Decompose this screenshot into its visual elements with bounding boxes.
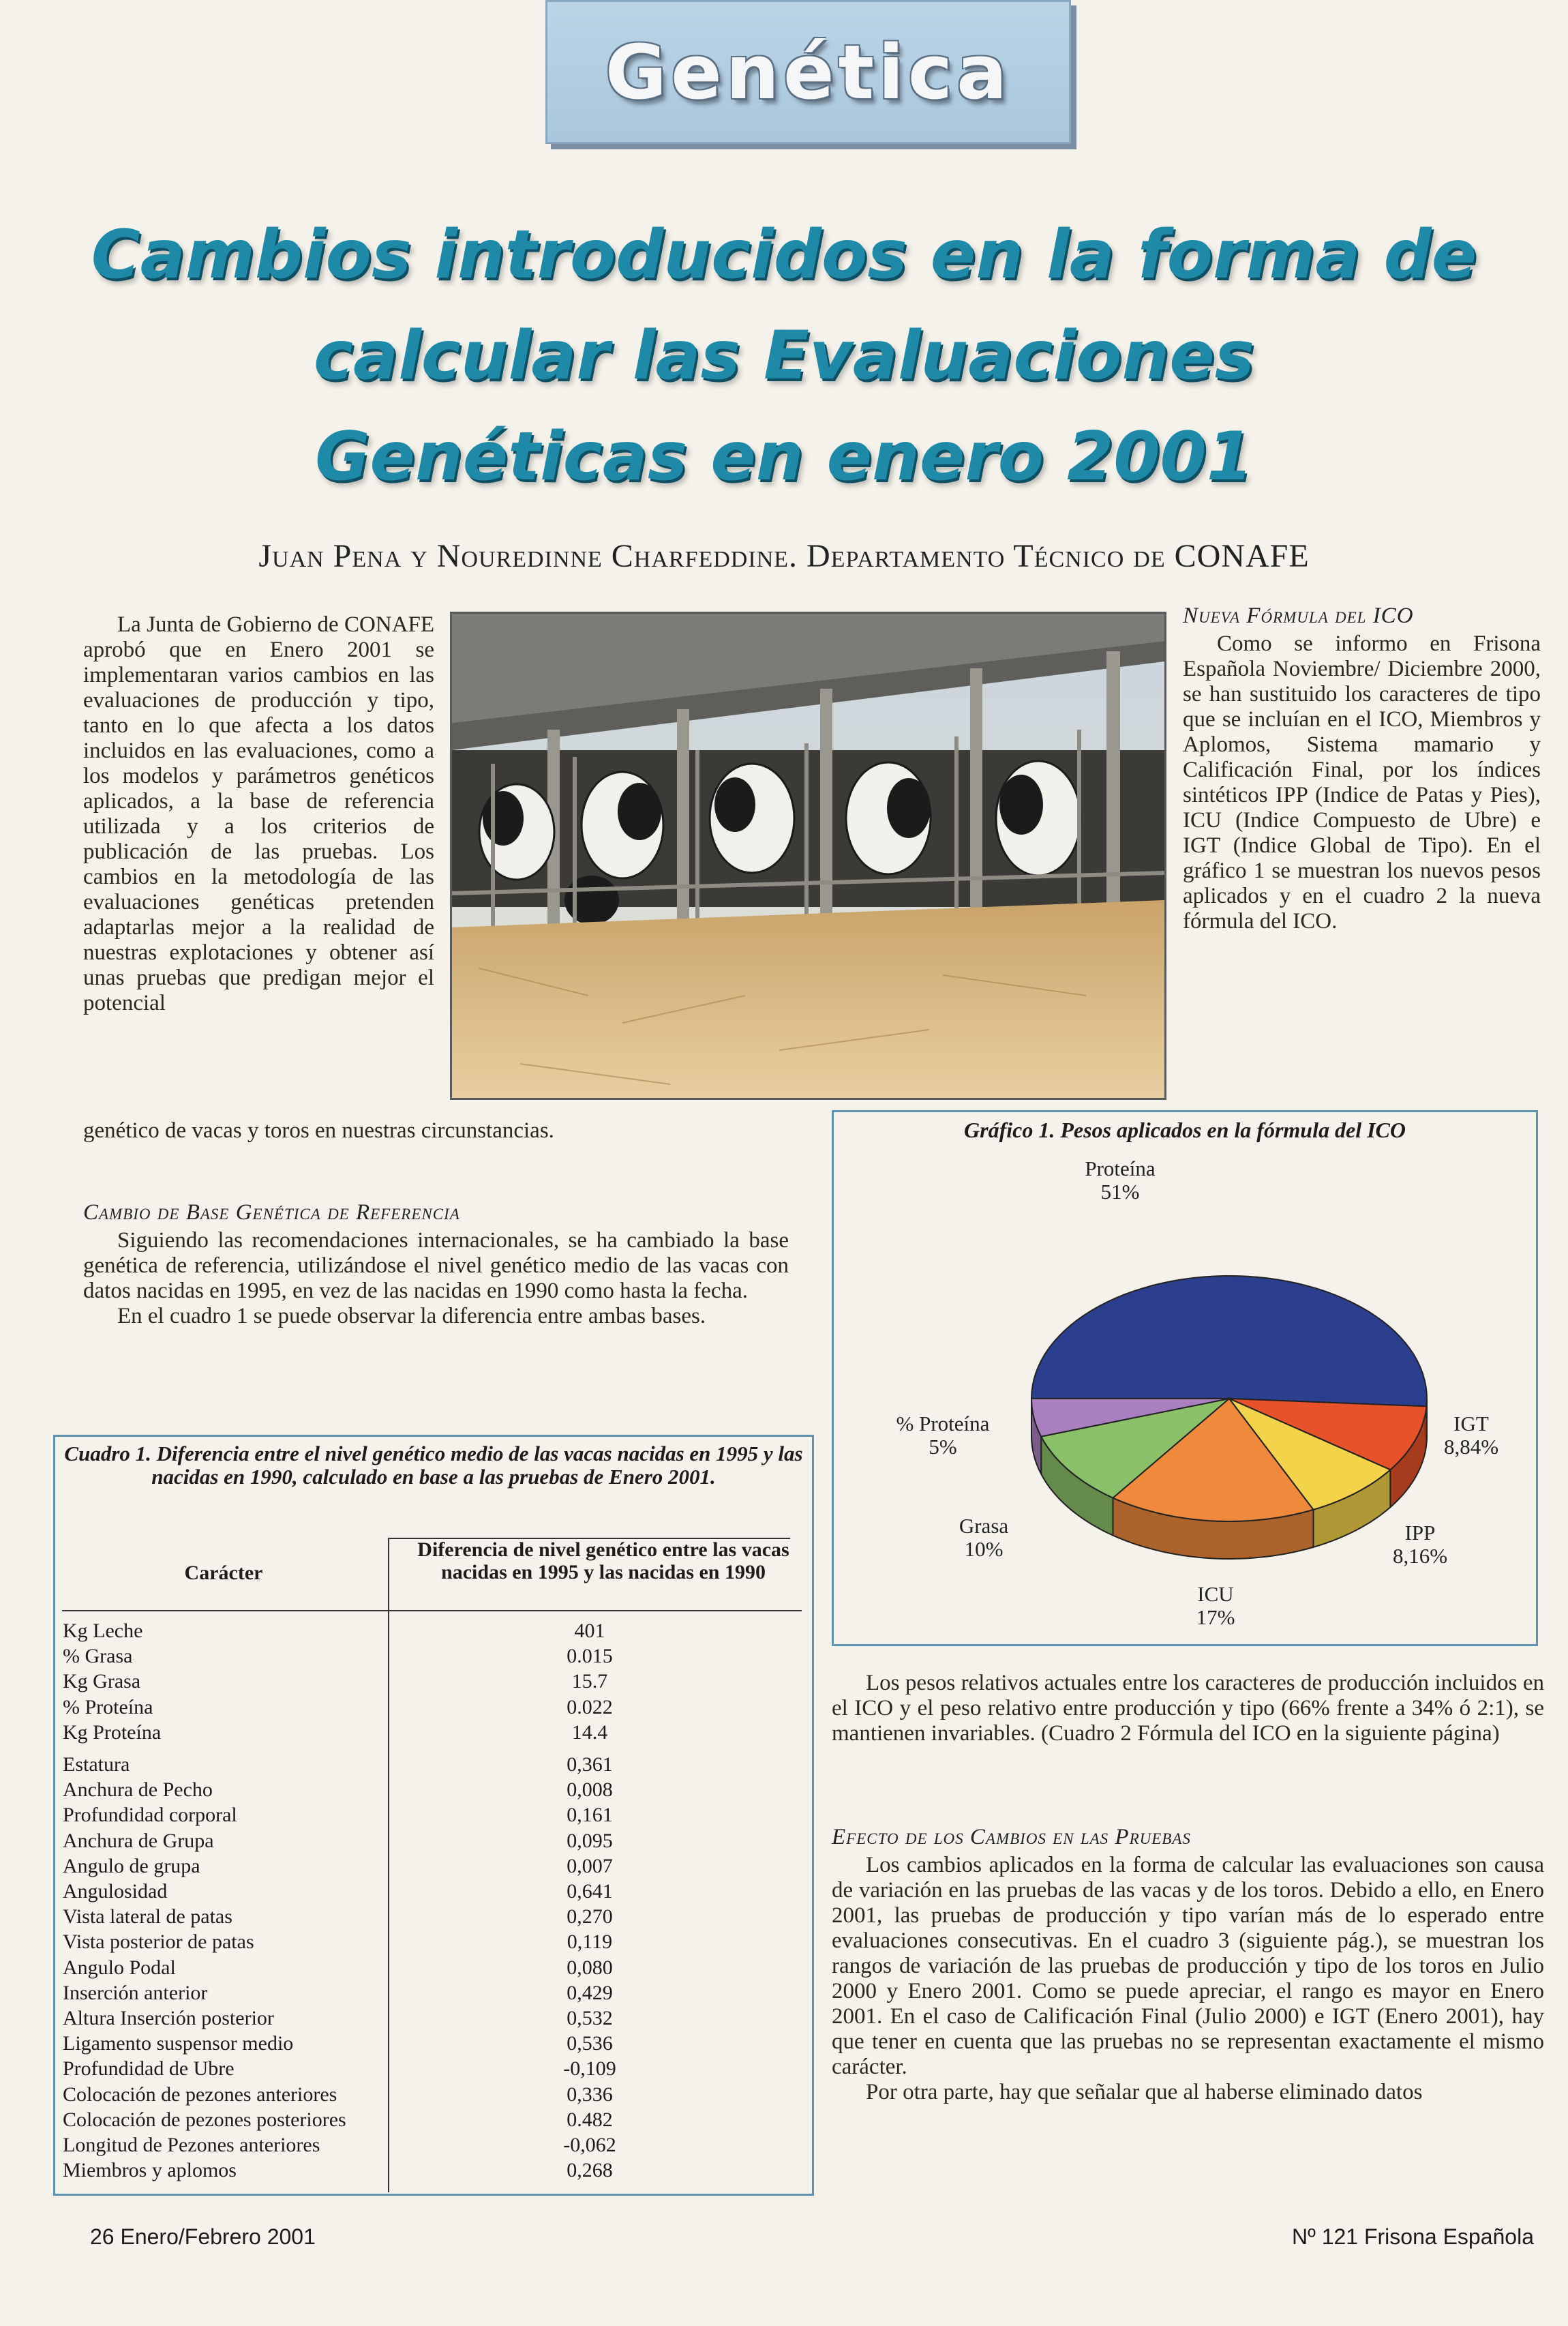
pesos-paragraph bbox=[832, 1671, 1544, 1746]
table-row-value: 0.482 bbox=[567, 2108, 613, 2131]
title-line: calcular las Evaluaciones bbox=[313, 317, 1255, 395]
ico-section-text: Como se informo en Frisona Española Noviembre/ Diciembre 2000, se han sustituido los caracteres de tipo que se incluían en el ICO, Miembros y Aplomos, Sistema mamario y Calificación Final, por los índices sintéticos IPP (Indice de Patas y Pies), ICU (Indice Compuesto de Ubre) e IGT (Indice Global de Tipo). En el gráfico 1 se muestran los nuevos pesos aplicados y en el cuadro 2 la nueva fórmula del ICO. bbox=[1183, 631, 1541, 934]
footer-right: Nº 121 Frisona Española bbox=[1292, 2224, 1534, 2249]
table-row-label: Inserción anterior bbox=[63, 1981, 208, 2004]
ico-section bbox=[1183, 603, 1541, 934]
article-title bbox=[68, 205, 1500, 507]
table-row-label: Kg Leche bbox=[63, 1620, 143, 1642]
table-row-label: % Proteína bbox=[63, 1695, 153, 1718]
table-row-label: Altura Inserción posterior bbox=[63, 2007, 274, 2029]
chart-box bbox=[832, 1110, 1538, 1646]
cows-at-feeder-image bbox=[452, 614, 1164, 1098]
table-row-label: Kg Proteína bbox=[63, 1720, 162, 1744]
table-row-value: 0,536 bbox=[567, 2032, 613, 2055]
pie-slice bbox=[1031, 1276, 1427, 1406]
table-caption: Cuadro 1. Diferencia entre el nivel genético medio de las vacas nacidas en 1995 y las nacidas en 1990, calculado en base a las pruebas de Enero 2001. bbox=[64, 1442, 803, 1489]
table-row-value: 0.015 bbox=[567, 1645, 613, 1668]
table-row-label: Profundidad de Ubre bbox=[63, 2057, 235, 2081]
table-row-label: Angulo Podal bbox=[63, 1956, 176, 1979]
efecto-section-p1: Los cambios aplicados en la forma de calcular las evaluaciones son causa de variación en las pruebas de las vacas y de los toros. Debido a ello, en Enero 2001, las pruebas de producción y tipo varían más de lo esperado entre evaluaciones consecutivas. En el cuadro 3 (siguiente pág.), se muestran los rangos de variación de las pruebas de producción y tipo de los toros en Julio 2000 y Enero 2001. Como se puede apreciar, el rango es mayor en Enero 2001. En el caso de Calificación Final (Julio 2000) e IGT (Enero 2001), hay que tener en cuenta que las pruebas no se representan exactamente el mismo carácter. bbox=[832, 1853, 1544, 2079]
table-row-label: Ligamento suspensor medio bbox=[63, 2032, 294, 2055]
table-row-value: 15.7 bbox=[571, 1670, 608, 1693]
table-row-label: Profundidad corporal bbox=[63, 1804, 237, 1827]
intro-tail bbox=[83, 1118, 765, 1144]
table-row-value: 0,161 bbox=[567, 1804, 613, 1827]
table-header-caracter: Carácter bbox=[184, 1562, 263, 1584]
table-row-value: 0,080 bbox=[567, 1956, 613, 1979]
table-row-value: 401 bbox=[574, 1620, 605, 1642]
byline-text: Juan Pena y Nouredinne Charfeddine. Departamento Técnico de CONAFE bbox=[258, 538, 1310, 574]
intro-text: La Junta de Gobierno de CONAFE aprobó que en Enero 2001 se implementaran varios cambios en las evaluaciones de producción y tipo, tanto en lo que afecta a los datos incluidos en las evaluaciones, como a los modelos y parámetros genéticos aplicados, a la base de referencia utilizada y a los criterios de publicación de las pruebas. Los cambios en la metodología de las evaluaciones genéticas pretenden adaptarlas mejor a la realidad de nuestras explotaciones y obtener así unas pruebas que predigan mejor el potencial bbox=[83, 612, 434, 1015]
table-row-value: 0,270 bbox=[567, 1905, 613, 1928]
table-row-value: -0,109 bbox=[563, 2057, 616, 2081]
pie-label-ipp: IPP 8,16% bbox=[1392, 1521, 1448, 1568]
table-row-value: -0,062 bbox=[563, 2134, 616, 2156]
pie-label-pct-proteina: % Proteína 5% bbox=[896, 1412, 990, 1459]
chart-title: Gráfico 1. Pesos aplicados en la fórmula del ICO bbox=[964, 1118, 1406, 1142]
table-row-value: 0.022 bbox=[567, 1695, 613, 1718]
pesos-text: Los pesos relativos actuales entre los caracteres de producción incluidos en el ICO y el peso relativo entre producción y tipo (66% frente a 34% ó 2:1), se mantienen invariables. (Cuadro 2 Fórmula del ICO en la siguiente página) bbox=[832, 1671, 1544, 1746]
table-row-label: % Grasa bbox=[63, 1645, 133, 1668]
pie-label-igt: IGT 8,84% bbox=[1443, 1412, 1499, 1459]
table-row-value: 0,361 bbox=[567, 1753, 613, 1776]
table-divider bbox=[62, 1610, 802, 1611]
byline bbox=[0, 537, 1568, 575]
table-row-value: 0,336 bbox=[567, 2083, 613, 2106]
pie-label-grasa: Grasa 10% bbox=[959, 1514, 1009, 1561]
table-row-label: Kg Grasa bbox=[63, 1670, 141, 1693]
table-row-label: Colocación de pezones anteriores bbox=[63, 2083, 337, 2106]
base-section bbox=[83, 1200, 789, 1329]
efecto-section-heading: Efecto de los Cambios en las Pruebas bbox=[832, 1825, 1191, 1849]
table-row-label: Miembros y aplomos bbox=[63, 2159, 237, 2182]
ico-section-heading: Nueva Fórmula del ICO bbox=[1183, 603, 1414, 628]
table-row-label: Angulosidad bbox=[63, 1880, 168, 1903]
efecto-section bbox=[832, 1825, 1544, 2105]
table-row-value: 0,268 bbox=[567, 2159, 613, 2182]
table-row-label: Longitud de Pezones anteriores bbox=[63, 2134, 320, 2156]
title-line: Cambios introducidos en la forma de bbox=[91, 216, 1477, 294]
intro-tail-text: genético de vacas y toros en nuestras circunstancias. bbox=[83, 1118, 554, 1143]
title-line: Genéticas en enero 2001 bbox=[315, 418, 1253, 496]
table-row-value: 0,641 bbox=[567, 1880, 613, 1903]
pie-label-icu: ICU 17% bbox=[1196, 1582, 1235, 1629]
table-row-label: Angulo de grupa bbox=[63, 1854, 200, 1877]
table-row-value: 0,532 bbox=[567, 2007, 613, 2029]
section-banner bbox=[545, 0, 1071, 144]
table-row-label: Colocación de pezones posteriores bbox=[63, 2108, 346, 2131]
table-row-value: 14.4 bbox=[571, 1720, 608, 1744]
table-row-value: 0,007 bbox=[567, 1854, 613, 1877]
footer-left: 26 Enero/Febrero 2001 bbox=[90, 2224, 316, 2249]
table-row-label: Vista posterior de patas bbox=[63, 1930, 254, 1954]
base-section-p2: En el cuadro 1 se puede observar la diferencia entre ambas bases. bbox=[117, 1304, 706, 1328]
farm-photo bbox=[450, 612, 1166, 1100]
section-label: Genética bbox=[605, 28, 1012, 116]
table-row-label: Vista lateral de patas bbox=[63, 1905, 232, 1928]
table-header-diferencia: Diferencia de nivel genético entre las vacas nacidas en 1995 y las nacidas en 1990 bbox=[417, 1538, 789, 1583]
table-row-value: 0,429 bbox=[567, 1981, 613, 2004]
table-row-value: 0,008 bbox=[567, 1778, 613, 1802]
intro-paragraph bbox=[83, 612, 434, 1016]
table-row-label: Anchura de Pecho bbox=[63, 1778, 213, 1802]
pie-label-proteina: Proteína 51% bbox=[1085, 1157, 1156, 1204]
efecto-section-p2: Por otra parte, hay que señalar que al haberse eliminado datos bbox=[866, 2080, 1423, 2104]
table-row-value: 0,095 bbox=[567, 1829, 613, 1852]
base-section-heading: Cambio de Base Genética de Referencia bbox=[83, 1200, 460, 1225]
table-row-label: Anchura de Grupa bbox=[63, 1829, 214, 1852]
table-row-label: Estatura bbox=[63, 1753, 130, 1776]
base-section-p1: Siguiendo las recomendaciones internacionales, se ha cambiado la base genética de referencia, utilizándose el nivel genético medio de las vacas con datos nacidas en 1995, en vez de las nacidas en 1990 como hasta la fecha. bbox=[83, 1228, 789, 1303]
table-row-value: 0,119 bbox=[567, 1930, 613, 1954]
